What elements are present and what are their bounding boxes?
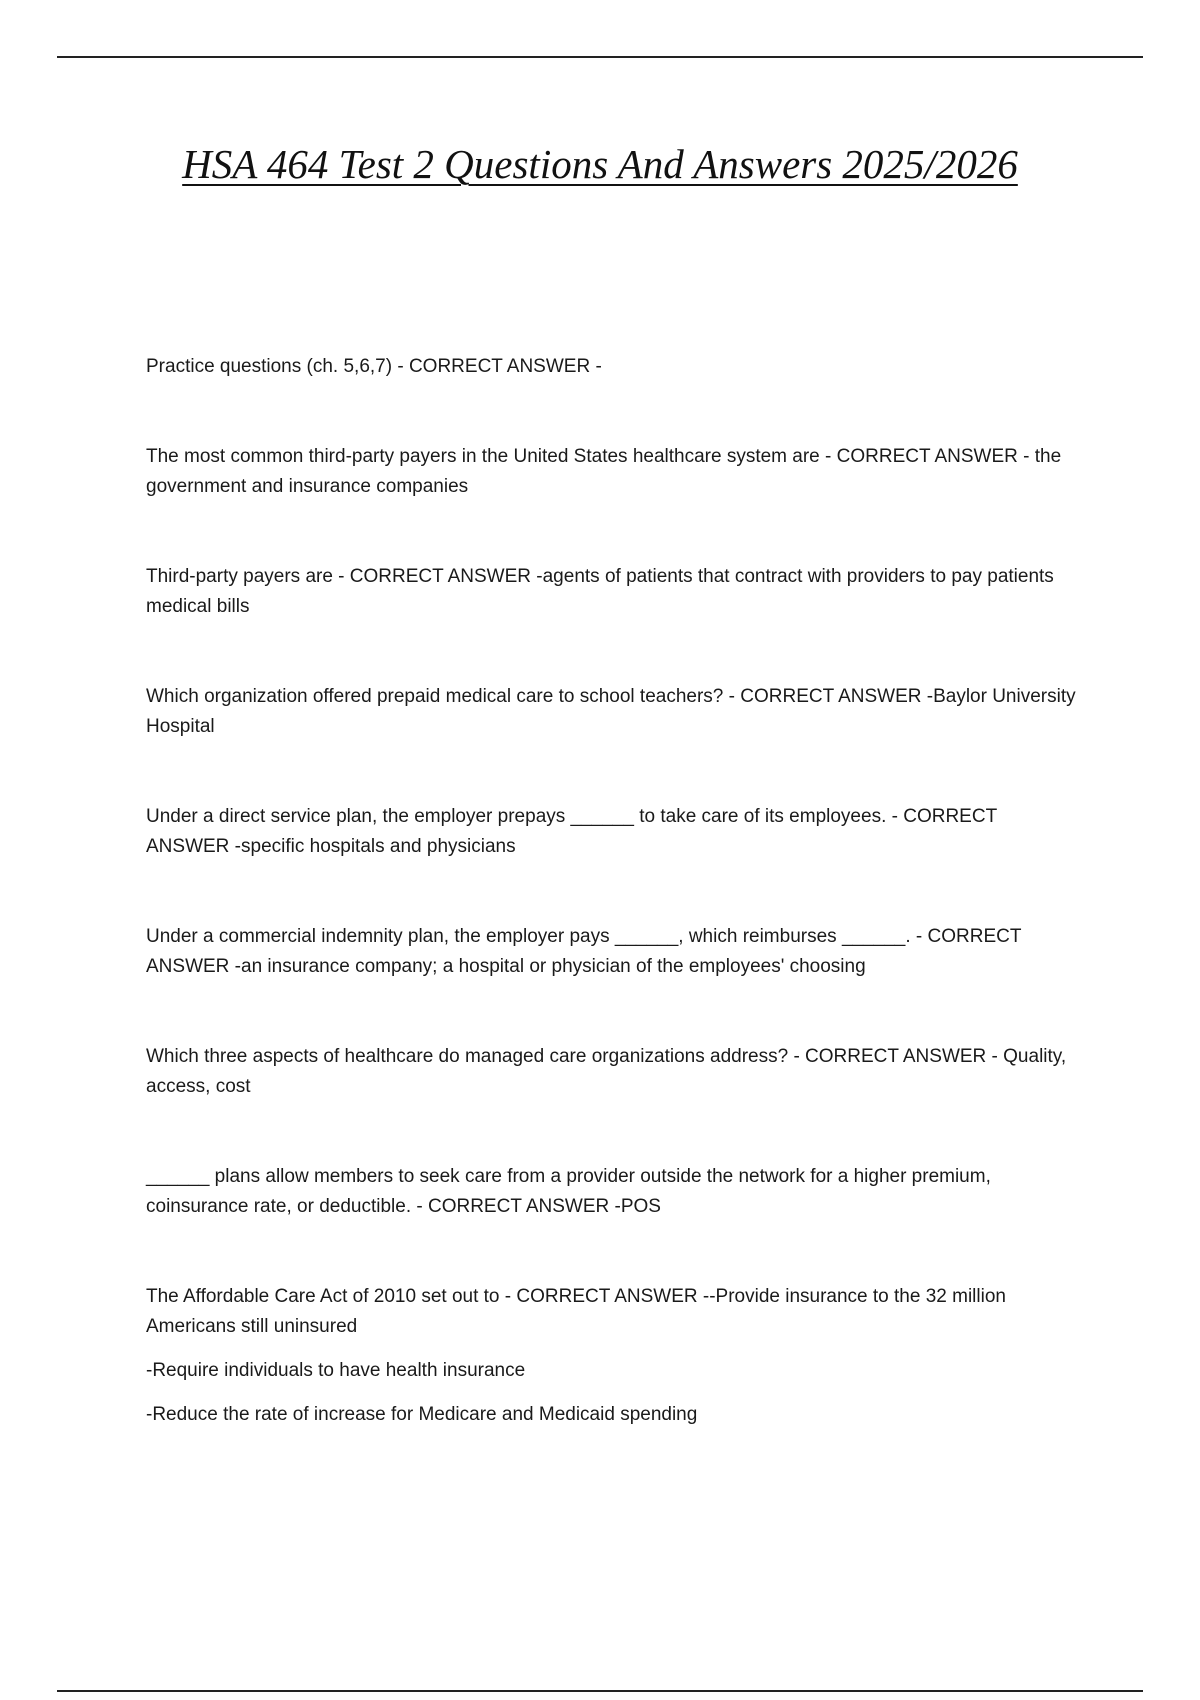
qa-item: ______ plans allow members to seek care from a provider outside the network for a higher premium, coinsurance rate, or deductible. - CORRECT ANSWER -POS xyxy=(146,1166,991,1217)
qa-item: Under a direct service plan, the employer prepays ______ to take care of its employees. - CORRECT ANSWER -specific hospitals and physicians xyxy=(146,806,997,857)
document-title: HSA 464 Test 2 Questions And Answers 2025/2026 xyxy=(182,141,1018,187)
qa-item-extra-line: -Reduce the rate of increase for Medicare and Medicaid spending xyxy=(146,1404,698,1425)
qa-item: Practice questions (ch. 5,6,7) - CORRECT ANSWER - xyxy=(146,356,602,377)
qa-item-extra-line: -Require individuals to have health insurance xyxy=(146,1360,526,1381)
footer-rule xyxy=(57,1690,1143,1692)
qa-item: The most common third-party payers in the United States healthcare system are - CORRECT ANSWER - the government and insurance companies xyxy=(146,446,1062,497)
qa-item-multiline xyxy=(146,1282,1076,1430)
qa-item-text: The Affordable Care Act of 2010 set out to - CORRECT ANSWER --Provide insurance to the 32 million Americans still uninsured xyxy=(146,1286,1006,1337)
header-rule xyxy=(57,56,1143,58)
qa-item: Which three aspects of healthcare do managed care organizations address? - CORRECT ANSWER - Quality, access, cost xyxy=(146,1046,1067,1097)
qa-item: Third-party payers are - CORRECT ANSWER -agents of patients that contract with providers to pay patients medical bills xyxy=(146,566,1054,617)
qa-list xyxy=(146,352,1076,1430)
qa-item: Which organization offered prepaid medical care to school teachers? - CORRECT ANSWER -Baylor University Hospital xyxy=(146,686,1076,737)
qa-item: Under a commercial indemnity plan, the employer pays ______, which reimburses ______. - CORRECT ANSWER -an insurance company; a hospital or physician of the employees' choosing xyxy=(146,926,1022,977)
